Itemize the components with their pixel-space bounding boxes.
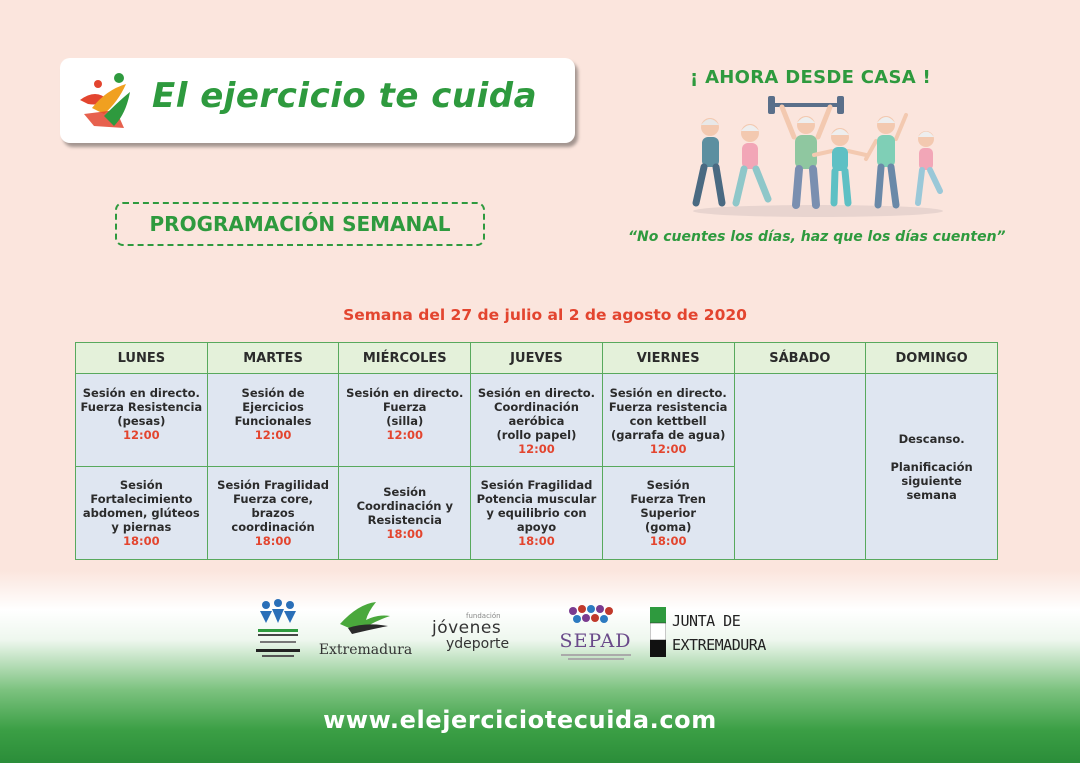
week-range-title: Semana del 27 de julio al 2 de agosto de 2020 (343, 306, 747, 324)
junta-flag-icon (650, 607, 666, 657)
sports-directorate-logo-icon (252, 597, 304, 667)
session-title: Sesión en directo. Coordinación aeróbica (rollo papel) (477, 386, 596, 442)
day-header-monday: LUNES (76, 343, 208, 374)
weekly-schedule-table (75, 342, 998, 560)
spacer (870, 446, 993, 460)
session-time: 18:00 (254, 534, 292, 548)
session-time: 12:00 (123, 428, 160, 442)
session-time: 18:00 (123, 534, 160, 548)
session-title: Sesión Fragilidad Potencia muscular y equilibrio con apoyo (476, 478, 597, 534)
jovenes-y-deporte-logo (432, 612, 532, 652)
junta-label-line2: EXTREMADURA (672, 636, 766, 654)
day-header-sunday: DOMINGO (866, 343, 998, 374)
day-header-wednesday: MIÉRCOLES (339, 343, 471, 374)
weekly-program-label: PROGRAMACIÓN SEMANAL (149, 212, 451, 236)
extremadura-label: Extremadura (318, 642, 413, 658)
brand-title: El ejercicio te cuida (152, 76, 538, 116)
day-header-saturday: SÁBADO (734, 343, 866, 374)
session-time: 18:00 (386, 527, 424, 541)
day-header-friday: VIERNES (602, 343, 734, 374)
junta-label-line1: JUNTA DE (672, 612, 741, 630)
sepad-dots-icon (553, 605, 638, 627)
extremadura-bird-icon (318, 600, 413, 636)
session-title: Sesión en directo. Fuerza resistencia con kettbell (garrafa de agua) (608, 386, 728, 442)
session-title: Sesión en directo. Fuerza Resistencia (pesas) (80, 386, 203, 428)
y-deporte-label: ydeporte (446, 636, 510, 652)
motto-quote: “No cuentes los días, haz que los días cuenten” (628, 229, 1006, 245)
home-title: ¡ AHORA DESDE CASA ! (690, 67, 932, 88)
session-time: 12:00 (518, 442, 555, 456)
exercise-logo-icon (74, 70, 136, 132)
session-cell (207, 374, 339, 467)
session-cell (602, 374, 734, 467)
website-link[interactable]: www.elejerciciotecuida.com (323, 706, 717, 734)
session-time: 18:00 (649, 534, 687, 548)
session-title: Sesión Fuerza Tren Superior (goma) (630, 478, 706, 534)
session-cell (602, 467, 734, 560)
day-header-tuesday: MARTES (207, 343, 339, 374)
day-header-thursday: JUEVES (471, 343, 603, 374)
table-row (76, 374, 998, 467)
table-header-row (76, 343, 998, 374)
extremadura-logo (318, 600, 413, 658)
session-title: Sesión Fragilidad Fuerza core, brazos coordinación (217, 478, 329, 534)
jovenes-label: jóvenes (432, 618, 502, 638)
sepad-subtitle-line (561, 654, 631, 656)
junta-extremadura-logo (650, 607, 780, 659)
elderly-exercising-illustration (690, 95, 945, 220)
session-cell (471, 467, 603, 560)
session-time: 18:00 (518, 534, 555, 548)
session-time: 12:00 (254, 428, 292, 442)
session-cell (76, 467, 208, 560)
session-title: Sesión de Ejercicios Funcionales (234, 386, 312, 428)
session-time: 12:00 (386, 428, 424, 442)
brand-logo-card (60, 58, 575, 143)
session-time: 12:00 (649, 442, 687, 456)
session-cell (76, 374, 208, 467)
sepad-label: SEPAD (559, 630, 632, 652)
jovenes-foundation-label: fundación (466, 612, 501, 620)
sepad-logo (553, 605, 638, 660)
session-title: Sesión Coordinación y Resistencia (356, 485, 453, 527)
session-title: Sesión en directo. Fuerza (silla) (346, 386, 464, 428)
session-cell (339, 374, 471, 467)
weekly-program-badge (115, 202, 485, 246)
session-cell (471, 374, 603, 467)
session-title: Sesión Fortalecimiento abdomen, glúteos y piernas (82, 478, 200, 534)
session-cell (207, 467, 339, 560)
rest-label: Descanso. (898, 431, 965, 446)
next-week-planning-label: Planificación siguiente semana (890, 459, 973, 502)
session-cell (339, 467, 471, 560)
saturday-empty-cell (734, 374, 866, 560)
sepad-subtitle-line (568, 658, 624, 660)
sunday-rest-cell (866, 374, 998, 560)
